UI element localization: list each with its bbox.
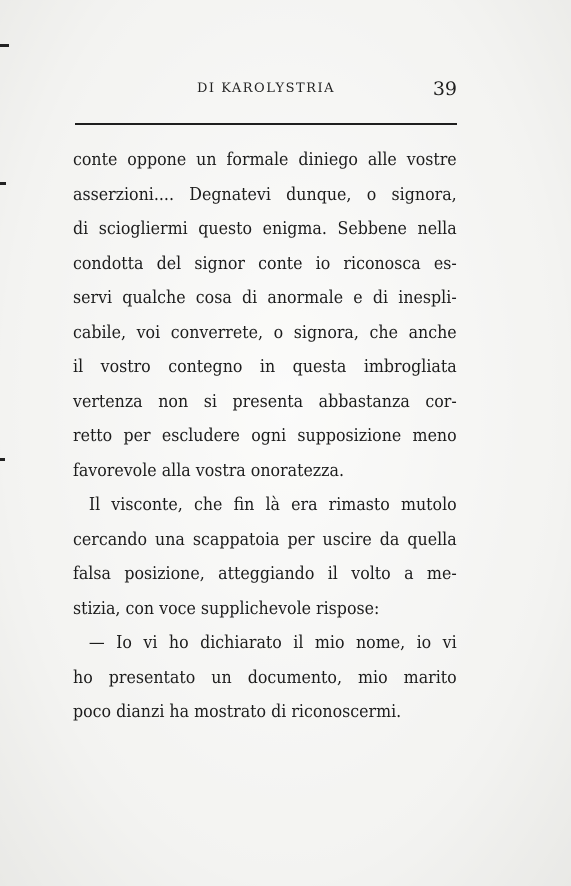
page-header [75, 78, 457, 104]
text-line: favorevole alla vostra onoratezza. [73, 459, 344, 481]
text-line: condotta del signor conte io riconosca es- [73, 252, 457, 274]
text-line: Il visconte, che fin là era rimasto mutolo [88, 494, 457, 515]
text-line: retto per escludere ogni supposizione meno [73, 425, 457, 446]
binding-mark [0, 182, 6, 185]
text-line: cercando una scappatoia per uscire da quella [73, 528, 457, 550]
text-line: stizia, con voce supplichevole rispose: [73, 597, 380, 619]
text-line: falsa posizione, atteggiando il volto a me- [73, 563, 457, 584]
header-rule [75, 123, 457, 125]
text-line: il vostro contegno in questa imbrogliata [73, 356, 457, 377]
binding-mark [0, 458, 5, 461]
text-line: poco dianzi ha mostrato di riconoscermi. [73, 701, 402, 722]
text-line: di sciogliermi questo enigma. Sebbene nella [73, 218, 457, 239]
page-number: 39 [432, 78, 457, 100]
text-line: — Io vi ho dichiarato il mio nome, io vi [88, 632, 457, 653]
running-head: DI KAROLYSTRIA [197, 81, 335, 96]
body-text [73, 146, 457, 733]
text-line: vertenza non si presenta abbastanza cor- [73, 390, 457, 412]
text-line: cabile, voi converrete, o signora, che anche [73, 321, 457, 343]
text-line: conte oppone un formale diniego alle vostre [73, 149, 457, 170]
binding-mark [0, 44, 9, 47]
text-line: servi qualche cosa di anormale e di inespli- [73, 287, 457, 308]
text-line: ho presentato un documento, mio marito [73, 666, 457, 688]
text-line: asserzioni.... Degnatevi dunque, o signora, [73, 183, 457, 205]
